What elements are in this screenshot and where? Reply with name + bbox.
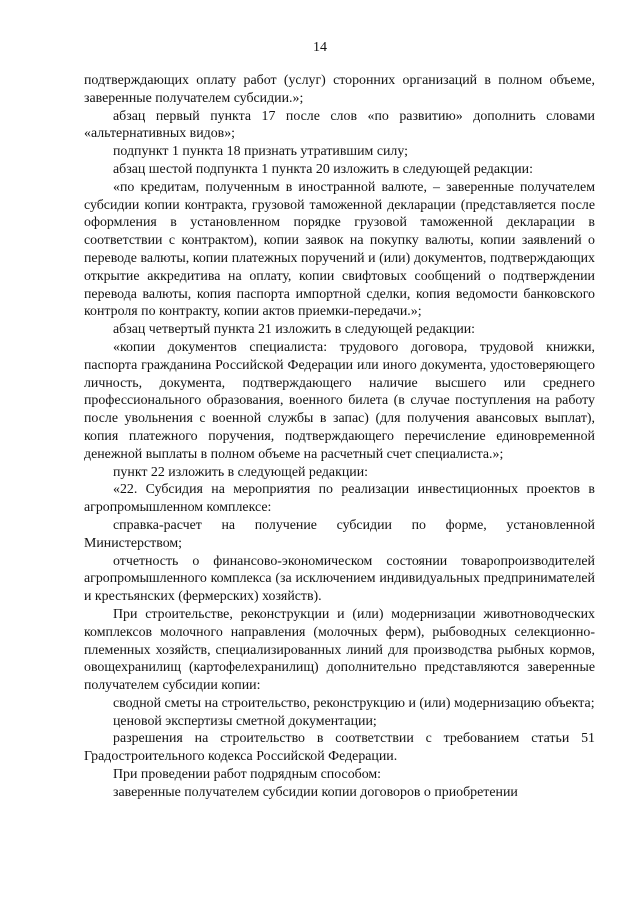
paragraph: пункт 22 изложить в следующей редакции: [113,464,368,480]
paragraph: подпункт 1 пункта 18 признать утратившим силу; [113,144,408,160]
paragraph: заверенные получателем субсидии копии договоров о приобретении [113,784,518,800]
document-body [84,72,595,802]
paragraph: абзац шестой подпункта 1 пункта 20 изложить в следующей редакции: [113,161,533,177]
paragraph: «22. Субсидия на мероприятия по реализации инвестиционных проектов в агропромышленном комплексе: [84,482,595,516]
paragraph: справка-расчет на получение субсидии по форме, установленной Министерством; [84,517,595,551]
paragraph: отчетность о финансово-экономическом состоянии товаропроизводителей агропромышленного комплекса (за исключением индивидуальных предпринимателей и крестьянских (фермерских) хозяйств). [84,553,595,605]
paragraph: сводной сметы на строительство, реконструкцию и (или) модернизацию объекта; [113,695,595,711]
paragraph: абзац первый пункта 17 после слов «по развитию» дополнить словами «альтернативных видов»; [84,108,595,142]
paragraph: При проведении работ подрядным способом: [113,767,382,783]
paragraph: абзац четвертый пункта 21 изложить в следующей редакции: [113,322,476,338]
paragraph: «по кредитам, полученным в иностранной валюте, – заверенные получателем субсидии копии контракта, грузовой таможенной декларации (представляется после оформления в установленном порядке грузовой таможенной декларации в соответствии с контрактом), копии заявок на покупку валюты, копии заявлений о переводе валюты, копии платежных поручений и (или) документов, подтверждающих открытие аккредитива на оплату, копии свифтовых сообщений о подтверждении перевода валюты, копия паспорта импортной сделки, копия ведомости банковского контроля по контракту, копии актов приемки-передачи.»; [84,179,595,320]
paragraph: разрешения на строительство в соответствии с требованием статьи 51 Градостроительного кодекса Российской Федерации. [84,731,595,765]
paragraph: При строительстве, реконструкции и (или) модернизации животноводческих комплексов молочного направления (молочных ферм), рыбоводных селекционно-племенных хозяйств, специализированных линий для производства рыбных кормов, овощехранилищ (картофелехранилищ) дополнительно представляются заверенные получателем субсидии копии: [84,606,595,694]
page-number: 14 [313,40,327,55]
paragraph: подтверждающих оплату работ (услуг) сторонних организаций в полном объеме, заверенные получателем субсидии.»; [84,73,595,106]
paragraph: «копии документов специалиста: трудового договора, трудовой книжки, паспорта гражданина Российской Федерации или иного документа, удостоверяющего личность, документа, подтверждающего наличие высшего или среднего профессионального образования, военного билета (в случае поступления на работу после увольнения с военной службы в запас) (для получения авансовых выплат), копия платежного поручения, подтверждающего перечисление единовременной денежной выплаты в полном объеме на расчетный счет специалиста.»; [84,339,595,462]
paragraph: ценовой экспертизы сметной документации; [113,713,377,729]
